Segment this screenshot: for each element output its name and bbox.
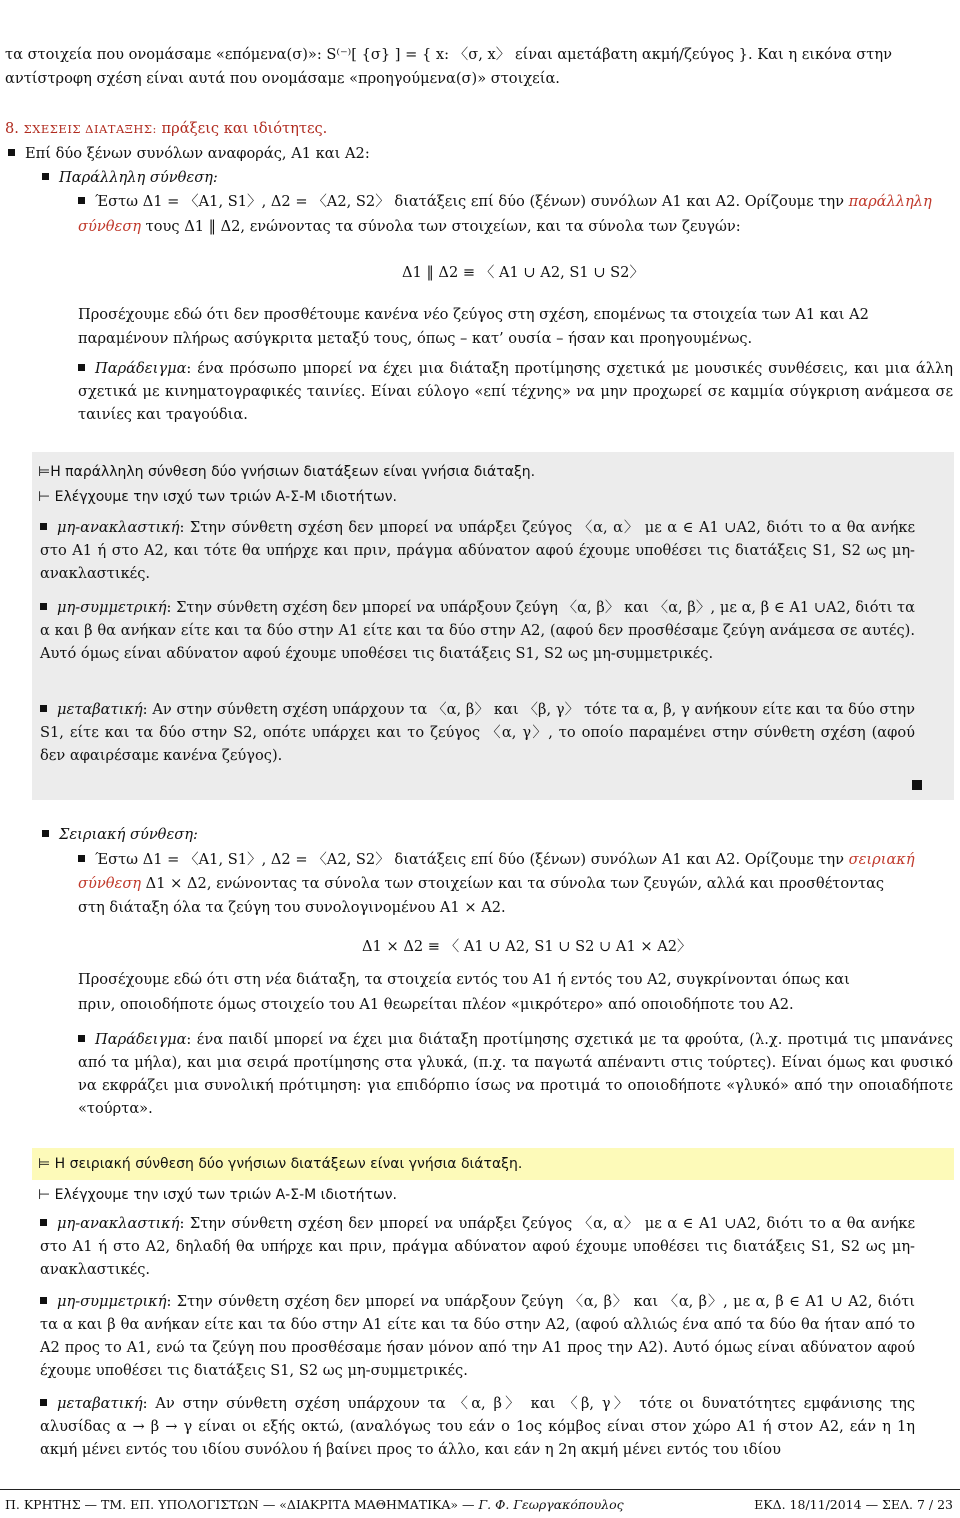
serial-note-line-2: πριν, οποιοδήποτε όμως στοιχείο του A1 θεωρείται πλέον «μικρότερο» από οποιοδήποτε του A2. — [78, 996, 794, 1013]
parallel-note-line-2: παραμένουν πλήρως ασύγκριτα μεταξύ τους, όπως – κατ’ ουσία – ήσαν και προηγουμένως. — [78, 330, 753, 347]
parallel-definition-line-2 — [78, 217, 741, 237]
serial-definition-line-2 — [78, 874, 884, 894]
bullet-icon — [78, 197, 85, 204]
footer-author: Γ. Φ. Γεωργακόπουλος — [478, 1497, 624, 1512]
bullet-icon — [40, 523, 47, 530]
intro-line-1: τα στοιχεία που ονομάσαμε «επόμενα(σ)»: S⁽⁻⁾[ {σ} ] = { x: 〈σ, x〉 είναι αμετάβατη ακμή/ζεύγος }. Και η εικόνα στην — [5, 46, 892, 63]
parallel-def-text: Έστω Δ1 = 〈A1, S1〉, Δ2 = 〈A2, S2〉 διατάξεις επί δύο (ξένων) συνόλων A1 και A2. Ορίζουμε την — [95, 193, 849, 210]
serial-note-line-1: Προσέχουμε εδώ ότι στη νέα διάταξη, τα στοιχεία εντός του A1 ή εντός του A2, συγκρίνονται όπως και — [78, 971, 850, 988]
parallel-definition-line-1 — [78, 192, 932, 212]
serial-claim: ⊨ Η σειριακή σύνθεση δύο γνήσιων διατάξεων είναι γνήσια διάταξη. — [38, 1156, 523, 1172]
serial-p2-text: : Στην σύνθετη σχέση δεν μπορεί να υπάρξουν ζεύγη 〈α, β〉 και 〈α, β〉, με α, β ∈ A1 ∪ A2, διότι τα α και β θα ανήκαν είτε και τα δύο στην A1 είτε και τα δύο στην A2, (αφού αλλιώς ένα από τα δύο θα ήταν από το A2 προς το A1, ενώ τα ζεύγη που προσθέσαμε ήσαν μόνον από την A1 προς την A2). Αυτό όμως είναι αδύνατον αφού έχουμε υποθέσει τις διατάξεις S1, S2 ως μη-συμμετρικές. — [40, 1293, 915, 1379]
bullet-icon — [78, 364, 85, 371]
serial-proof-intro: ⊢ Ελέγχουμε την ισχύ των τριών Α-Σ-Μ ιδιοτήτων. — [38, 1187, 397, 1203]
parallel-property-2 — [40, 596, 915, 665]
parallel-note-line-1: Προσέχουμε εδώ ότι δεν προσθέτουμε κανένα νέο ζεύγος στη σχέση, επομένως τα στοιχεία των A1 και A2 — [78, 306, 869, 323]
serial-definition-line-1 — [78, 850, 915, 870]
serial-property-2 — [40, 1290, 915, 1382]
serial-p3-text: : Αν στην σύνθετη σχέση υπάρχουν τα 〈α, β〉 και 〈β, γ〉 τότε οι δυνατότητες εμφάνισης της αλυσίδας α → β → γ είναι οι εξής οκτώ, (αναλόγως του εάν ο 1ος κόμβος είναι στον χώρο A1 ή στον A2, εάν η 1η ακμή μένει εντός του ιδίου συνόλου ή βαίνει προς το άλλο, και εάν η 2η ακμή μένει εντός του ιδίου — [40, 1395, 915, 1458]
parallel-proof-intro: ⊢ Ελέγχουμε την ισχύ των τριών Α-Σ-Μ ιδιοτήτων. — [38, 489, 397, 505]
parallel-term-2: σύνθεση — [78, 218, 142, 235]
serial-formula: Δ1 × Δ2 ≡ 〈 A1 ∪ A2, S1 ∪ S2 ∪ A1 × A2〉 — [362, 938, 692, 955]
section-title-caps: ΣΧΕΣΕΙΣ ΔΙΑΤΑΞΗΣ: — [23, 122, 157, 136]
parallel-heading-text: Παράλληλη σύνθεση: — [59, 169, 218, 186]
parallel-example — [78, 357, 953, 426]
parallel-term-1: παράλληλη — [848, 193, 932, 210]
serial-def-rest: Δ1 × Δ2, ενώνοντας τα σύνολα των στοιχείων και τα σύνολα των ζευγών, αλλά και προσθέτοντας — [141, 875, 885, 892]
section-heading — [5, 120, 327, 137]
serial-p3-label: μεταβατική — [57, 1395, 143, 1412]
serial-property-1 — [40, 1212, 915, 1281]
parallel-def-rest: τους Δ1 ‖ Δ2, ενώνοντας τα σύνολα των στοιχείων, και τα σύνολα των ζευγών: — [141, 218, 741, 235]
serial-def-text: Έστω Δ1 = 〈A1, S1〉, Δ2 = 〈A2, S2〉 διατάξεις επί δύο (ξένων) συνόλων A1 και A2. Ορίζουμε την — [95, 851, 849, 868]
foreign-intro-text: Επί δύο ξένων συνόλων αναφοράς, A1 και A2: — [25, 145, 370, 162]
serial-property-3 — [40, 1392, 915, 1484]
footer-rule — [0, 1489, 960, 1490]
parallel-p1-label: μη-ανακλαστική — [57, 519, 180, 536]
bullet-icon — [40, 1219, 47, 1226]
serial-heading — [42, 825, 198, 845]
serial-example — [78, 1028, 953, 1120]
serial-example-text: : ένα παιδί μπορεί να έχει μια διάταξη προτίμησης σχετικά με τα φρούτα, (λ.χ. προτιμά τις μπανάνες από τα μήλα), και μια σειρά προτίμησης στα γλυκά, (π.χ. τα παγωτά απέναντι στις τούρτες). Είναι όμως και φυσικό να εκφράζει μια συνολική πρότιμηση: για επιδόρπιο ίσως να προτιμά το οποιοδήποτε «γλυκό» από την οποιαδήποτε «τούρτα». — [78, 1031, 953, 1117]
serial-p1-label: μη-ανακλαστική — [57, 1215, 180, 1232]
intro-line-2: αντίστροφη σχέση είναι αυτά που ονομάσαμε «προηγούμενα(σ)» στοιχεία. — [5, 70, 560, 87]
bullet-icon — [40, 705, 47, 712]
section-title-rest: πράξεις και ιδιότητες. — [156, 120, 328, 137]
footer-right: ΕΚΔ. 18/11/2014 — ΣΕΛ. 7 / 23 — [754, 1497, 953, 1512]
serial-p1-text: : Στην σύνθετη σχέση δεν μπορεί να υπάρξει ζεύγος 〈α, α〉 με α ∈ A1 ∪A2, διότι το α θα ανήκε στο A1 ή στο A2, δηλαδή θα υπήρχε και πριν, πράγμα αδύνατον αφού έχουμε υποθέσει τις διατάξεις S1, S2 ως μη-ανακλαστικές. — [40, 1215, 916, 1278]
serial-term-1: σειριακή — [848, 851, 915, 868]
bullet-icon — [42, 830, 49, 837]
bullet-icon — [40, 1297, 47, 1304]
parallel-p3-text: : Αν στην σύνθετη σχέση υπάρχουν τα 〈α, β〉 και 〈β, γ〉 τότε τα α, β, γ ανήκουν είτε και τα δύο στην S1, είτε και τα δύο στην S2, οπότε υπάρχει και το ζεύγος 〈α, γ〉, το οποίο παραμένει στην σύνθετη σχέση (αφού δεν αφαιρέσαμε κανένα ζεύγος). — [40, 701, 915, 764]
bullet-icon — [40, 1399, 47, 1406]
bullet-icon — [8, 149, 15, 156]
parallel-claim: ⊨Η παράλληλη σύνθεση δύο γνήσιων διατάξεων είναι γνήσια διάταξη. — [38, 464, 536, 480]
parallel-property-3 — [40, 698, 915, 767]
footer-course: Π. ΚΡΗΤΗΣ — ΤΜ. ΕΠ. ΥΠΟΛΟΓΙΣΤΩΝ — «ΔΙΑΚΡΙΤΑ ΜΑΘΗΜΑΤΙΚΑ» — — [5, 1497, 479, 1512]
footer-left — [5, 1497, 624, 1512]
serial-heading-text: Σειριακή σύνθεση: — [59, 826, 198, 843]
parallel-p1-text: : Στην σύνθετη σχέση δεν μπορεί να υπάρξει ζεύγος 〈α, α〉 με α ∈ A1 ∪A2, διότι το α θα ανήκε στο A1 ή στο A2, και τότε θα υπήρχε και πριν, πράγμα αδύνατον αφού έχουμε υποθέσει τις διατάξεις S1, S2 ως μη-ανακλαστικές. — [40, 519, 916, 582]
serial-term-2: σύνθεση — [78, 875, 142, 892]
qed-square-icon — [912, 780, 922, 790]
parallel-p2-label: μη-συμμετρική — [57, 599, 167, 616]
serial-p2-label: μη-συμμετρική — [57, 1293, 167, 1310]
parallel-example-text: : ένα πρόσωπο μπορεί να έχει μια διάταξη προτίμησης σχετικά με μουσικές συνθέσεις, και μια άλλη σχετικά με κινηματογραφικές ταινίες. Είναι εύλογο «επί τέχνης» να μην προχωρεί σε καμμία σύγκριση ανάμεσα σε ταινίες και τραγούδια. — [78, 360, 953, 423]
parallel-p2-text: : Στην σύνθετη σχέση δεν μπορεί να υπάρξουν ζεύγη 〈α, β〉 και 〈α, β〉, με α, β ∈ A1 ∪A2, διότι τα α και β θα ανήκαν είτε και τα δύο στην A1 είτε και τα δύο στην A2, (αφού δεν προσθέσαμε ζεύγη ανάμεσα σε αυτές). Αυτό όμως είναι αδύνατον αφού έχουμε υποθέσει τις διατάξεις S1, S2 ως μη-συμμετρικές. — [40, 599, 915, 662]
bullet-icon — [40, 603, 47, 610]
parallel-heading — [42, 168, 218, 188]
bullet-icon — [42, 173, 49, 180]
serial-definition-line-3: στη διάταξη όλα τα ζεύγη του συνολογινομένου A1 × A2. — [78, 899, 506, 916]
serial-example-label: Παράδειγμα — [95, 1031, 187, 1048]
parallel-formula: Δ1 ‖ Δ2 ≡ 〈 A1 ∪ A2, S1 ∪ S2〉 — [402, 264, 645, 281]
parallel-example-label: Παράδειγμα — [95, 360, 187, 377]
section-number: 8. — [5, 120, 19, 137]
parallel-p3-label: μεταβατική — [57, 701, 143, 718]
foreign-intro — [8, 144, 370, 164]
bullet-icon — [78, 1035, 85, 1042]
bullet-icon — [78, 855, 85, 862]
parallel-property-1 — [40, 516, 915, 585]
